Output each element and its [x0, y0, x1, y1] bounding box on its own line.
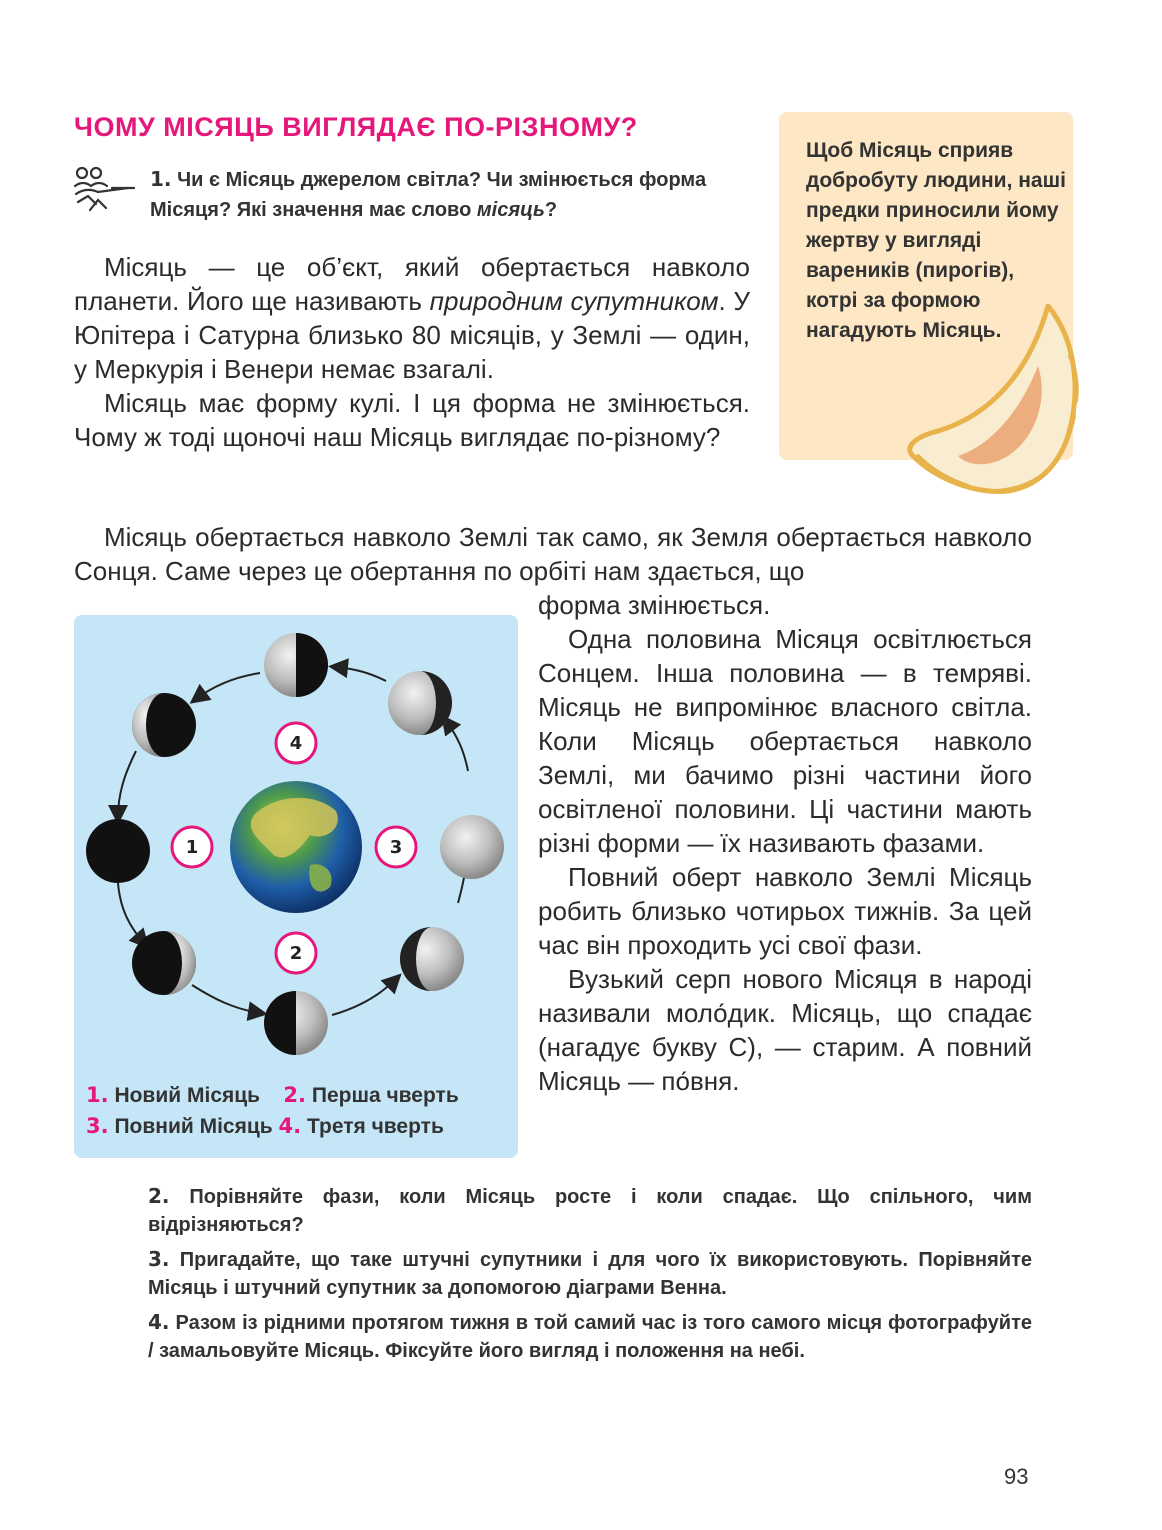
- paragraph-4: Одна половина Місяця освітлюється Сонцем. Інша половина — в темряві. Місяць не випромінює власного світла. Коли Місяць обертається навколо Землі, ми бачимо різні частини його освітленої половини. Ці частини мають різні форми — їх називають фазами.: [538, 624, 1032, 858]
- task-3: [148, 1245, 1032, 1302]
- marker-1: [172, 827, 212, 867]
- task-text: Разом із рідними протягом тижня в той самий час із того самого місця фотографуйте / замальовуйте Місяць. Фіксуйте його вигляд і положення на небі.: [148, 1312, 1033, 1362]
- moon-top-right: [388, 671, 452, 735]
- page-number: 93: [1004, 1464, 1029, 1489]
- question-text-end: ?: [544, 199, 558, 221]
- moon-left: [86, 819, 150, 883]
- svg-text:4: 4: [289, 733, 303, 754]
- svg-text:2: 2: [289, 943, 303, 964]
- page-title: ЧОМУ МІСЯЦЬ ВИГЛЯДАЄ ПО-РІЗНОМУ?: [74, 112, 638, 142]
- paragraph-1-end: . У Юпітера і Сатурна близько 80 місяців, у Землі — один, у Меркурія і Венери немає взагалі.: [74, 286, 750, 384]
- tasks-list: [148, 1182, 1032, 1371]
- legend-row-2: [86, 1111, 459, 1142]
- legend-label: Третя чверть: [306, 1115, 444, 1138]
- paragraph-1-text: Місяць — це об’єкт, який обертається навколо планети. Його ще називають: [74, 252, 750, 316]
- moon-bottom-right: [400, 927, 464, 991]
- paragraph-2: Місяць має форму кулі. І ця форма не змінюється. Чому ж тоді щоночі наш Місяць виглядає по-різному?: [74, 388, 750, 452]
- question-number: 1.: [150, 167, 172, 191]
- marker-3: [376, 827, 416, 867]
- legend-num: 1.: [86, 1083, 109, 1107]
- orbit-paragraph: [74, 520, 1032, 588]
- question-word: місяць: [476, 199, 545, 221]
- paragraph-5: Повний оберт навколо Землі Місяць робить близько чотирьох тижнів. За цей час він проходить усі свої фази.: [538, 862, 1032, 960]
- task-number: 3.: [148, 1247, 170, 1271]
- moon-phases-svg: [74, 615, 518, 1158]
- task-4: [148, 1308, 1032, 1365]
- task-text: Порівняйте фази, коли Місяць росте і коли спадає. Що спільного, чим відрізняються?: [148, 1186, 1033, 1236]
- task-number: 4.: [148, 1310, 170, 1334]
- moon-right: [440, 815, 504, 879]
- task-text: Пригадайте, що таке штучні супутники і для чого їх використовують. Порівняйте Місяць і штучний супутник за допомогою діаграми Венна.: [148, 1249, 1032, 1299]
- paragraph-6: Вузький серп нового Місяця в народі називали моло́дик. Місяць, що спадає (нагадує букву С), — старим. А повний Місяць — по́вня.: [538, 964, 1032, 1096]
- svg-text:3: 3: [389, 837, 403, 858]
- moon-bottom: [264, 991, 328, 1055]
- diagram-legend: [86, 1080, 459, 1142]
- moon-bottom-left: [132, 931, 196, 995]
- sidebar-text: Щоб Місяць сприяв добробуту людини, наші предки приносили йому жертву у вигляді вареників (пирогів), котрі за формою нагадують Місяць.: [806, 139, 1066, 342]
- paragraph-3: Місяць обертається навколо Землі так само, як Земля обертається навколо Сонця. Саме через це обертання по орбіті нам здається, що: [74, 522, 1032, 586]
- moon-phases-diagram: [74, 615, 518, 1158]
- marker-2: [276, 933, 316, 973]
- legend-label: Перша чверть: [311, 1084, 459, 1107]
- paragraph-1-italic: природним супутником: [429, 286, 719, 316]
- svg-text:1: 1: [185, 837, 199, 858]
- question-text: Чи є Місяць джерелом світла? Чи змінюється форма Місяця? Які значення має слово: [150, 169, 707, 221]
- question-1: [150, 164, 750, 225]
- discussion-icon: [72, 164, 138, 214]
- legend-num: 3.: [86, 1114, 109, 1138]
- paragraph-1: [74, 250, 750, 386]
- legend-row-1: [86, 1080, 459, 1111]
- earth: [230, 781, 362, 913]
- intro-text: [74, 250, 750, 454]
- marker-4: [276, 723, 316, 763]
- legend-num: 2.: [283, 1083, 307, 1107]
- task-number: 2.: [148, 1184, 170, 1208]
- paragraph-3-end: форма змінюється.: [538, 590, 771, 620]
- moon-top: [264, 633, 328, 697]
- legend-num: 4.: [278, 1114, 302, 1138]
- legend-label: Повний Місяць: [114, 1115, 273, 1138]
- moon-top-left: [132, 693, 196, 757]
- right-column-text: [538, 588, 1032, 1098]
- task-2: [148, 1182, 1032, 1239]
- legend-label: Новий Місяць: [114, 1084, 261, 1107]
